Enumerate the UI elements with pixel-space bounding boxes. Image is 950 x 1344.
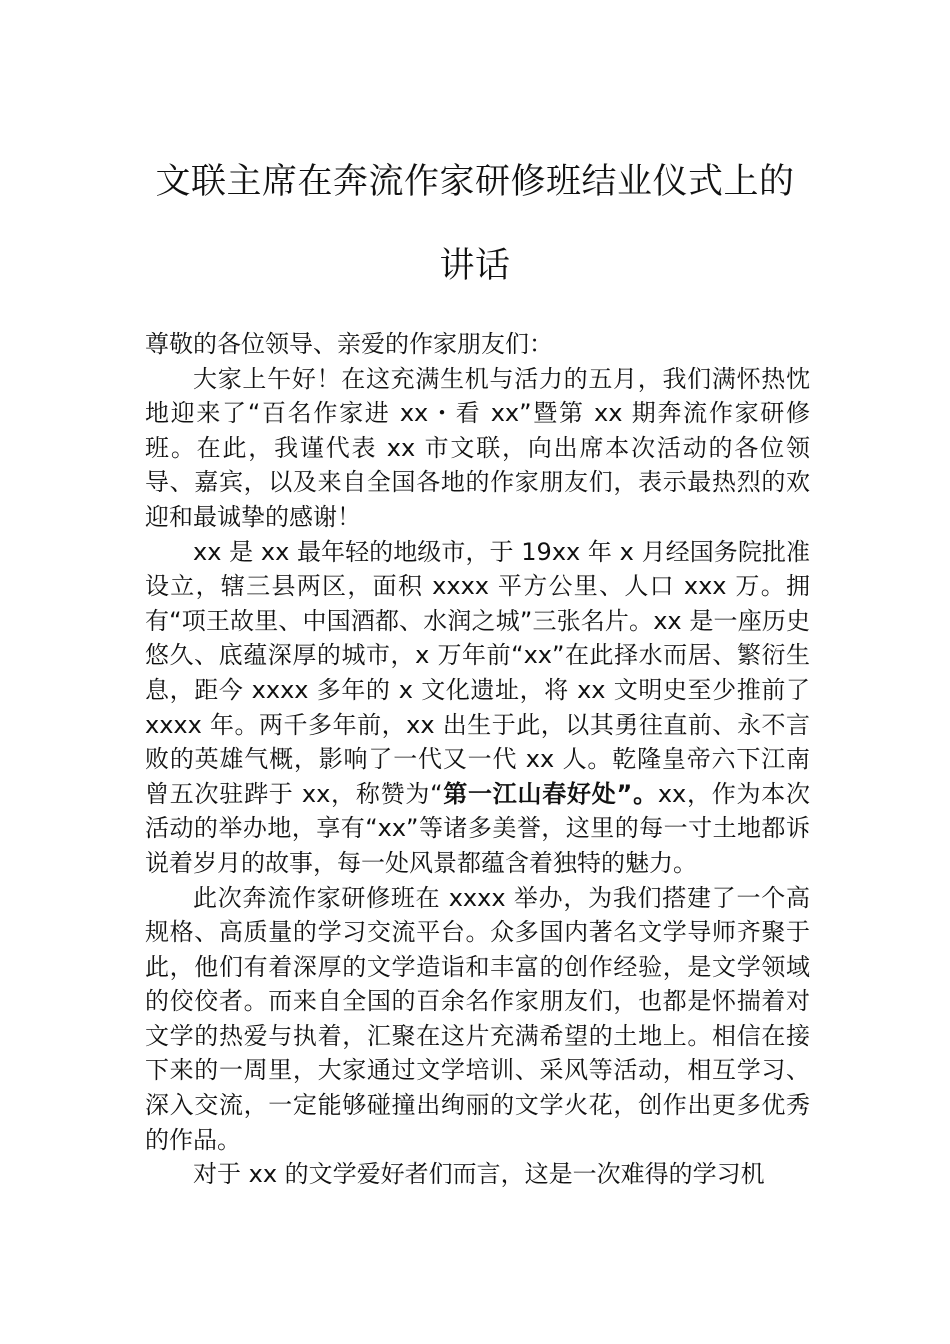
- paragraph-workshop: 此次奔流作家研修班在 xxxx 举办，为我们搭建了一个高规格、高质量的学习交流平台。众多国内著名文学导师齐聚于此，他们有着深厚的文学造诣和丰富的创作经验，是文学领域的佼佼者。而来自全国的百余名作家朋友们，也都是怀揣着对文学的热爱与执着，汇聚在这片充满希望的土地上。相信在接下来的一周里，大家通过文学培训、采风等活动，相互学习、深入交流，一定能够碰撞出绚丽的文学火花，创作出更多优秀的作品。: [145, 883, 810, 1154]
- title-line-1: 文联主席在奔流作家研修班结业仪式上的: [155, 162, 795, 202]
- salutation: 尊敬的各位领导、亲爱的作家朋友们：: [145, 330, 553, 358]
- paragraph-city-intro-text-end: xx，作为本次活动的举办地，享有“xx”等诸多美誉，这里的每一寸土地都诉说着岁月的故事，每一处风景都蕴含着独特的魅力。: [145, 779, 811, 877]
- title-line-2: 讲话: [439, 246, 511, 286]
- document-title: [120, 160, 830, 288]
- document-body: [145, 327, 810, 1192]
- paragraph-city-intro: [145, 535, 810, 881]
- paragraph-greeting: 大家上午好！在这充满生机与活力的五月，我们满怀热忱地迎来了“百名作家进 xx・看 xx”暨第 xx 期奔流作家研修班。在此，我谨代表 xx 市文联，向出席本次活动的各位领导、嘉宾，以及来自全国各地的作家朋友们，表示最热烈的欢迎和最诚挚的感谢！: [145, 364, 810, 531]
- paragraph-local-writers: 对于 xx 的文学爱好者们而言，这是一次难得的学习机: [193, 1160, 765, 1189]
- paragraph-city-intro-bold-quote: 第一江山春好处”。: [442, 779, 658, 808]
- paragraph-city-intro-text: xx 是 xx 最年轻的地级市，于 19xx 年 x 月经国务院批准设立，辖三县两区，面积 xxxx 平方公里、人口 xxx 万。拥有“项王故里、中国酒都、水润之城”三张名片。xx 是一座历史悠久、底蕴深厚的城市，x 万年前“xx”在此择水而居、繁衍生息，距今 xxxx 多年的 x 文化遗址，将 xx 文明史至少推前了 xxxx 年。两千多年前，xx 出生于此，以其勇往直前、永不言败的英雄气概，影响了一代又一代 xx 人。乾隆皇帝六下江南曾五次驻跸于 xx，称赞为“: [145, 537, 810, 808]
